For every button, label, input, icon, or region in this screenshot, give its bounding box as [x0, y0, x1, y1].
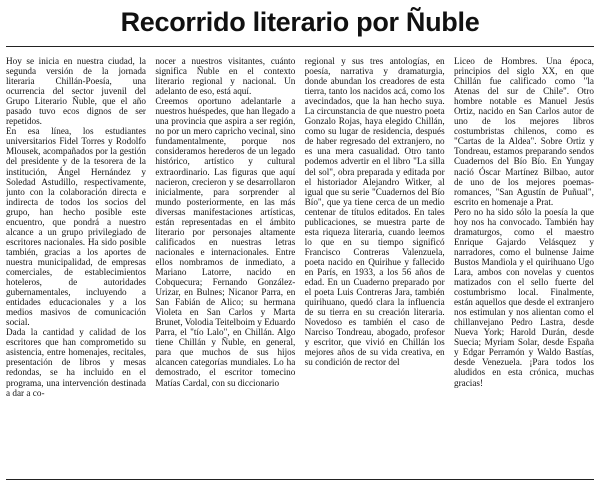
- article-headline: Recorrido literario por Ñuble: [120, 7, 480, 37]
- paragraph: Creemos oportuno adelantarle a nuestros huéspedes, que han llegado a una provincia que aspira a ser región, no por un mero capricho vecinal, sino fundamentalmente, porque nos consideramos herederos de un legado histórico, artístico y cultural extraordinario. Las figuras que aquí nacieron, crecieron y se desarrollaron inicialmente, para sorprender al mundo posteriormente, en las más diversas manifestaciones artísticas, están representadas en el ámbito literario por personajes altamente calificados en nuestras letras nacionales e internacionales. Entre ellos nombramos de inmediato, a Mariano Latorre, nacido en Cobquecura; Fernando González-Urizar, en Bulnes; Nicanor Parra, en San Fabián de Alico; su hermana Violeta en San Carlos y Marta Brunet, Volodia Teitelboim y Eduardo Parra, el "tío Lalo", en Chillán. Algo tiene Chillán y Ñuble, en general, para que muchos de sus hijos alcancen categorías mundiales. Lo ha demostrado, el escritor tomecino Matías Cardal, con su diccionario: [155, 96, 296, 388]
- article-body: [6, 56, 594, 476]
- bottom-divider: [6, 479, 594, 480]
- top-divider: [6, 46, 594, 47]
- paragraph: Liceo de Hombres. Una época, principios del siglo XX, en que Chillán fue calificado como "la Atenas del sur de Chile". Otro hombre notable es Manuel Jesús Ortiz, nacido en San Carlos autor de uno de los mejores libros costumbristas chilenos, como es "Cartas de la Aldea". Sobre Ortiz y Tondreau, estamos preparando sendos Cuadernos del Bío Bío. En Yungay nació Óscar Martínez Bilbao, autor de uno de los mejores poemas-romances, "San Agustín de Puñual", escrito en homenaje a Prat.: [453, 56, 594, 207]
- paragraph: Pero no ha sido sólo la poesía la que hoy nos ha convocado. También hay dramaturgos, como el maestro Enrique Gajardo Velásquez y narradores, como el bulnense Jaime Bustos Mandiola y el quirihuano Ugo Lara, ambos con novelas y cuentos matizados con el sello fuerte del costumbrismo local. Finalmente, están aquellos que desde el extranjero nos estimulan y nos alientan como el chillanvejano Pedro Lastra, desde Nueva York; Harold Durán, desde Suecia; Myriam Solar, desde España y Edgar Perramón y Waldo Bastías, desde Venezuela. ¡Para todos los aludidos en esta crónica, muchas gracias!: [453, 206, 594, 388]
- paragraph: Hoy se inicia en nuestra ciudad, la segunda versión de la jornada literaria Chillán-Poesía, una ocurrencia del sector juvenil del Grupo Literario Ñuble, que el año pasado tuvo ecos dignos de ser repetidos.: [6, 56, 146, 127]
- paragraph: Dada la cantidad y calidad de los escritores que han comprometido su asistencia, entre homenajes, recitales, presentación de libros y mesas redondas, se ha incluido en el programa, una intervención destinada a dar a co-: [6, 327, 146, 398]
- article-column-3: [305, 56, 445, 476]
- paragraph: regional y sus tres antologías, en poesía, narrativa y dramaturgia, donde abundan los creadores de esta tierra, tanto los nacidos acá, como los avecindados, que la han hecho suya. La circunstancia de que nuestro poeta Gonzalo Rojas, haya elegido Chillán, como su lugar de residencia, después de haber regresado del extranjero, no es una mera casualidad. Otro tanto podemos advertir en el libro "La silla del sol", obra preparada y editada por el historiador Alejandro Witker, al igual que su serie "Cuadernos del Bío Bío", que ya tiene cerca de un medio centenar de títulos editados. En tales publicaciones, se muestra parte de esta riqueza literaria, cuando leemos lo que en su tiempo significó Francisco Contreras Valenzuela, poeta nacido en Quirihue y fallecido en París, en 1933, a los 56 años de edad. En un Cuaderno preparado por el poeta Luis Contreras Jara, también quirihuano, quedó clara la influencia de su tierra en su creación literaria. Novedoso es también el caso de Narciso Tondreau, abogado, profesor y escritor, que vivió en Chillán los mejores años de su vida creativa, en su condición de rector del: [304, 56, 445, 368]
- paragraph: En esa línea, los estudiantes universitarios Fidel Torres y Rodolfo Mlousek, acompañados por la gestión del presidente y de la tesorera de la institución, Ángel Hernández y Soledad Astudillo, respectivamente, junto con la colaboración directa e indirecta de todos los socios del grupo, han hecho posible este encuentro, que pondrá a nuestro alcance a un grupo privilegiado de escritores nacionales. Ha sido posible también, gracias a los aportes de nuestra municipalidad, de empresas comerciales, de establecimientos hoteleros, de autoridades gubernamentales, incluyendo a entidades educacionales y a los medios masivos de comunicación social.: [6, 126, 146, 328]
- article-column-1: [6, 56, 146, 476]
- article-column-4: [454, 56, 594, 476]
- paragraph: nocer a nuestros visitantes, cuánto significa Ñuble en el contexto literario regional y nacional. Un adelanto de eso, está aquí.: [155, 56, 296, 97]
- article-column-2: [155, 56, 295, 476]
